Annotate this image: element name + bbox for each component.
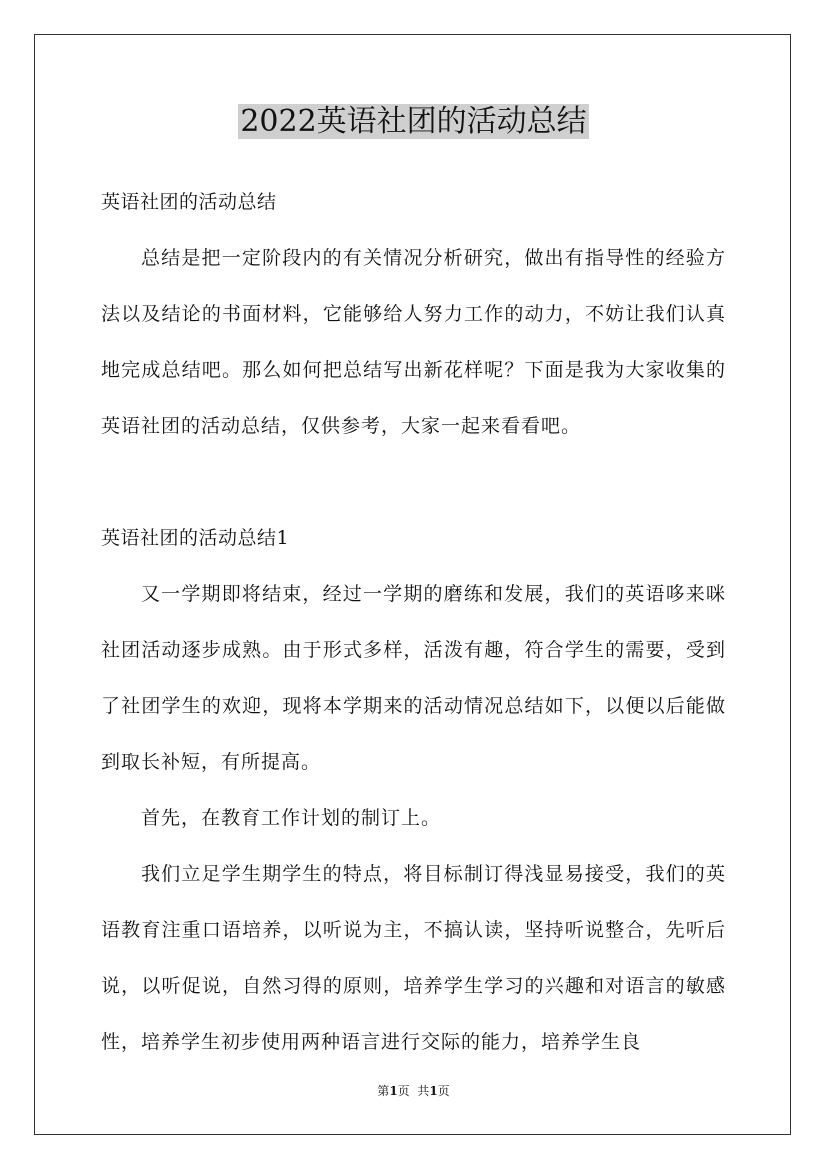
body-paragraph: 总结是把一定阶段内的有关情况分析研究，做出有指导性的经验方法以及结论的书面材料，它能够给人努力工作的动力，不妨让我们认真地完成总结吧。那么如何把总结写出新花样呢？下面是我为大家收集的英语社团的活动总结，仅供参考，大家一起来看看吧。 — [101, 247, 726, 437]
footer-page-current: 1 — [389, 1084, 398, 1098]
document-body — [101, 174, 726, 1070]
page-footer — [0, 1083, 827, 1099]
body-paragraph: 我们立足学生期学生的特点，将目标制订得浅显易接受，我们的英语教育注重口语培养，以听说为主，不搞认读，坚持听说整合，先听后说，以听促说，自然习得的原则，培养学生学习的兴趣和对语言的敏感性，培养学生初步使用两种语言进行交际的能力，培养学生良 — [101, 863, 726, 1053]
footer-page-prefix: 第 — [377, 1084, 390, 1098]
body-paragraph: 又一学期即将结束，经过一学期的磨练和发展，我们的英语哆来咪社团活动逐步成熟。由于形式多样，活泼有趣，符合学生的需要，受到了社团学生的欢迎，现将本学期来的活动情况总结如下，以便以后能做到取长补短，有所提高。 — [101, 583, 726, 773]
body-paragraph: 首先，在教育工作计划的制订上。 — [141, 807, 442, 829]
section-heading: 英语社团的活动总结1 — [101, 527, 290, 549]
document-title-text: 2022英语社团的活动总结 — [240, 104, 587, 139]
footer-page-suffix: 页 — [437, 1084, 450, 1098]
paragraph-spacer — [101, 454, 726, 510]
section-heading: 英语社团的活动总结 — [101, 191, 277, 213]
document-title — [0, 102, 827, 142]
footer-page-total: 1 — [429, 1084, 438, 1098]
footer-page-middle: 页 共 — [397, 1084, 430, 1098]
